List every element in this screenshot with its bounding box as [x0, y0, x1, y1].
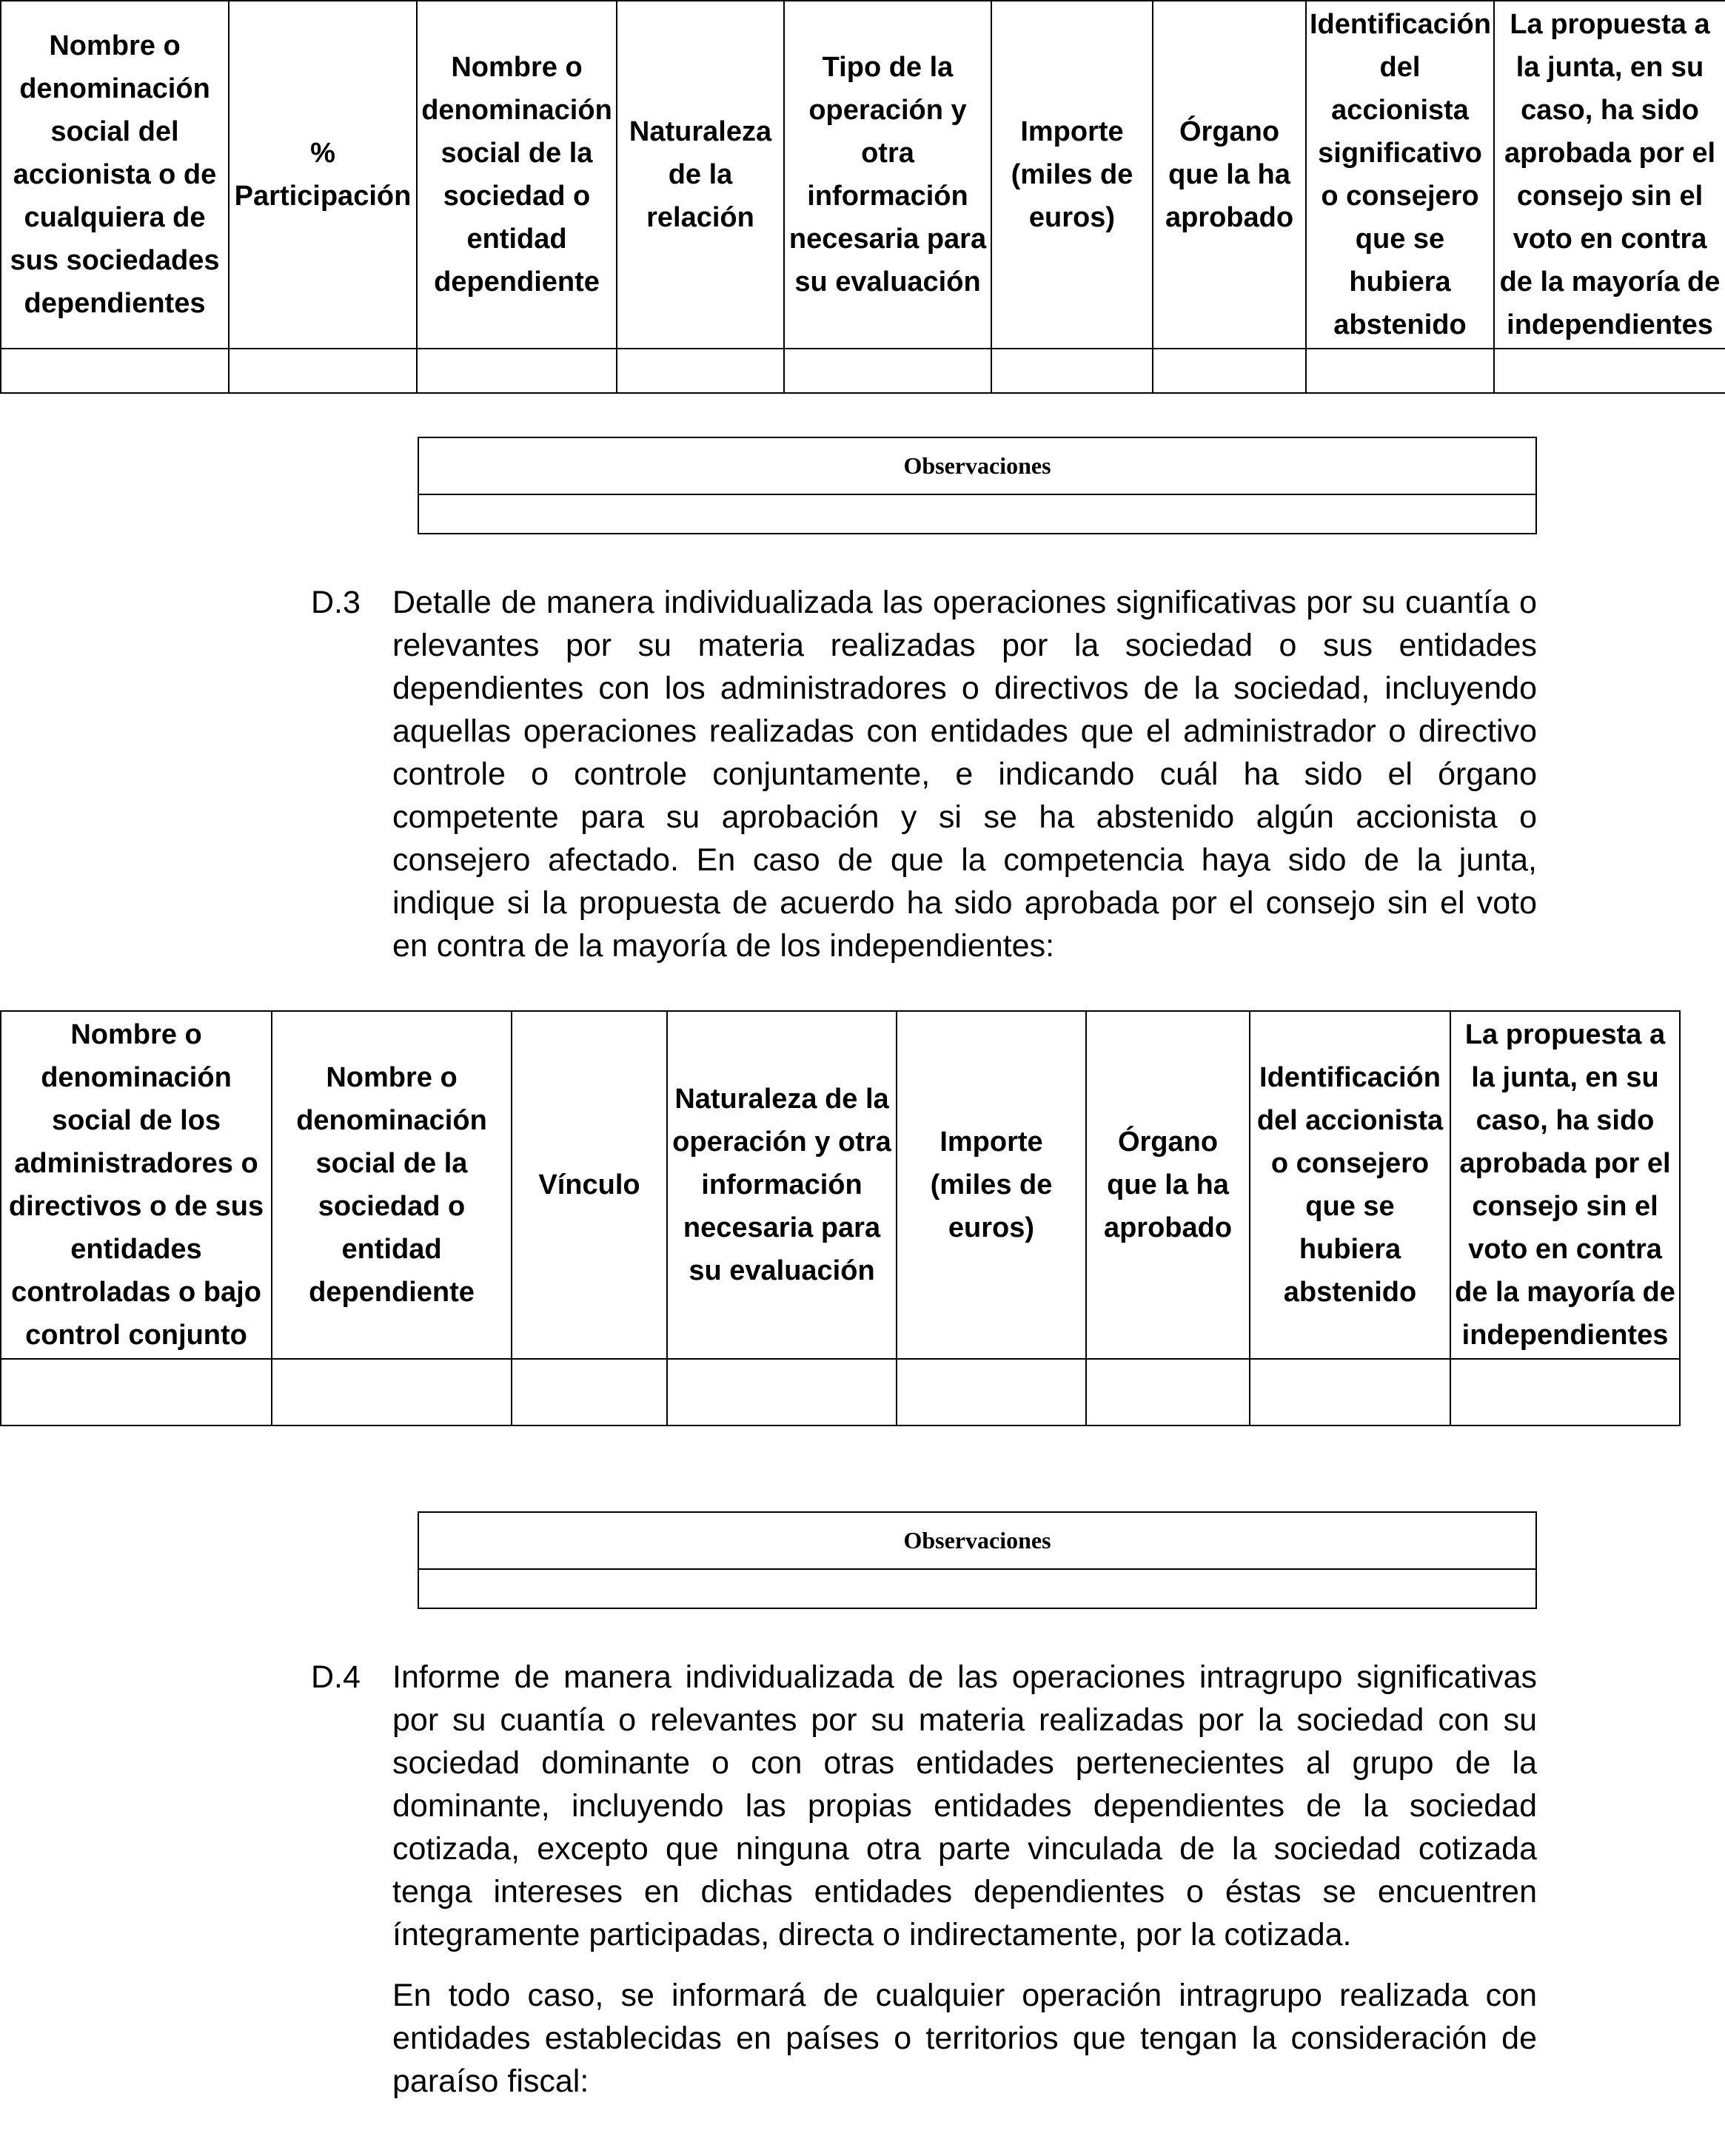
- header-organo: Órgano que la ha aprobado: [1153, 1, 1306, 349]
- header-importe: Importe (miles de euros): [897, 1011, 1086, 1359]
- observaciones-field[interactable]: [419, 1570, 1535, 1608]
- table-cell[interactable]: [617, 349, 784, 393]
- table-cell[interactable]: [784, 349, 991, 393]
- section-paragraph: En todo caso, se informará de cualquier operación intragrupo realizada con entidades establecidas en países o territorios que tengan la consideración de paraíso fiscal:: [392, 1978, 1537, 2099]
- table-cell[interactable]: [272, 1359, 512, 1425]
- section-number: D.3: [311, 585, 361, 620]
- header-propuesta-junta: La propuesta a la junta, en su caso, ha sido aprobada por el consejo sin el voto en contra de la mayoría de independientes: [1494, 1, 1725, 349]
- header-importe: Importe (miles de euros): [991, 1, 1153, 349]
- header-identificacion-abstenido: Identificación del accionista o consejero que se hubiera abstenido: [1250, 1011, 1450, 1359]
- section-d4: [311, 1656, 1537, 2120]
- table-row: [1, 349, 1725, 393]
- table-cell[interactable]: [229, 349, 417, 393]
- table-d3: [0, 1010, 1681, 1426]
- observaciones-title: Observaciones: [419, 1513, 1535, 1570]
- header-naturaleza-relacion: Naturaleza de la relación: [617, 1, 784, 349]
- header-identificacion-abstenido: Identificación del accionista significativo o consejero que se hubiera abstenido: [1306, 1, 1494, 349]
- table-cell[interactable]: [1306, 349, 1494, 393]
- table-cell[interactable]: [991, 349, 1153, 393]
- table-cell[interactable]: [897, 1359, 1086, 1425]
- observaciones-field[interactable]: [419, 495, 1535, 533]
- section-paragraph: Detalle de manera individualizada las operaciones significativas por su cuantía o relevantes por su materia realizadas por la sociedad o sus entidades dependientes con los administradores o directivos de la sociedad, incluyendo aquellas operaciones realizadas con entidades que el administrador o directivo controle o controle conjuntamente, e indicando cuál ha sido el órgano competente para su aprobación y si se ha abstenido algún accionista o consejero afectado. En caso de que la competencia haya sido de la junta, indique si la propuesta de acuerdo ha sido aprobada por el consejo sin el voto en contra de la mayoría de los independientes:: [392, 585, 1537, 964]
- header-naturaleza-operacion: Naturaleza de la operación y otra información necesaria para su evaluación: [667, 1011, 897, 1359]
- table-cell[interactable]: [1153, 349, 1306, 393]
- table-row: [1, 1359, 1680, 1425]
- table-cell[interactable]: [1250, 1359, 1450, 1425]
- section-d3: [311, 581, 1537, 985]
- header-administradores: Nombre o denominación social de los administradores o directivos o de sus entidades controladas o bajo control conjunto: [1, 1011, 272, 1359]
- table-cell[interactable]: [417, 349, 617, 393]
- header-tipo-operacion: Tipo de la operación y otra información necesaria para su evaluación: [784, 1, 991, 349]
- section-number: D.4: [311, 1659, 361, 1695]
- table-cell[interactable]: [1, 1359, 272, 1425]
- table-cell[interactable]: [512, 1359, 667, 1425]
- table-cell[interactable]: [1086, 1359, 1250, 1425]
- table-cell[interactable]: [667, 1359, 897, 1425]
- table-cell[interactable]: [1450, 1359, 1680, 1425]
- header-organo: Órgano que la ha aprobado: [1086, 1011, 1250, 1359]
- table-cell[interactable]: [1, 349, 229, 393]
- section-paragraph: Informe de manera individualizada de las operaciones intragrupo significativas por su cuantía o relevantes por su materia realizadas por la sociedad con su sociedad dominante o con otras entidades pertenecientes al grupo de la dominante, incluyendo las propias entidades dependientes de la sociedad cotizada, excepto que ninguna otra parte vinculada de la sociedad cotizada tenga intereses en dichas entidades dependientes o éstas se encuentren íntegramente participadas, directa o indirectamente, por la cotizada.: [392, 1659, 1537, 1952]
- header-sociedad-dependiente: Nombre o denominación social de la sociedad o entidad dependiente: [417, 1, 617, 349]
- observaciones-title: Observaciones: [419, 438, 1535, 495]
- table-d2: [0, 0, 1725, 394]
- header-sociedad-dependiente: Nombre o denominación social de la sociedad o entidad dependiente: [272, 1011, 512, 1359]
- header-accionista: Nombre o denominación social del accionista o de cualquiera de sus sociedades dependientes: [1, 1, 229, 349]
- table-cell[interactable]: [1494, 349, 1725, 393]
- header-participacion: % Participación: [229, 1, 417, 349]
- header-propuesta-junta: La propuesta a la junta, en su caso, ha sido aprobada por el consejo sin el voto en contra de la mayoría de independientes: [1450, 1011, 1680, 1359]
- observaciones-box: [418, 437, 1537, 534]
- observaciones-box: [418, 1511, 1537, 1609]
- header-vinculo: Vínculo: [512, 1011, 667, 1359]
